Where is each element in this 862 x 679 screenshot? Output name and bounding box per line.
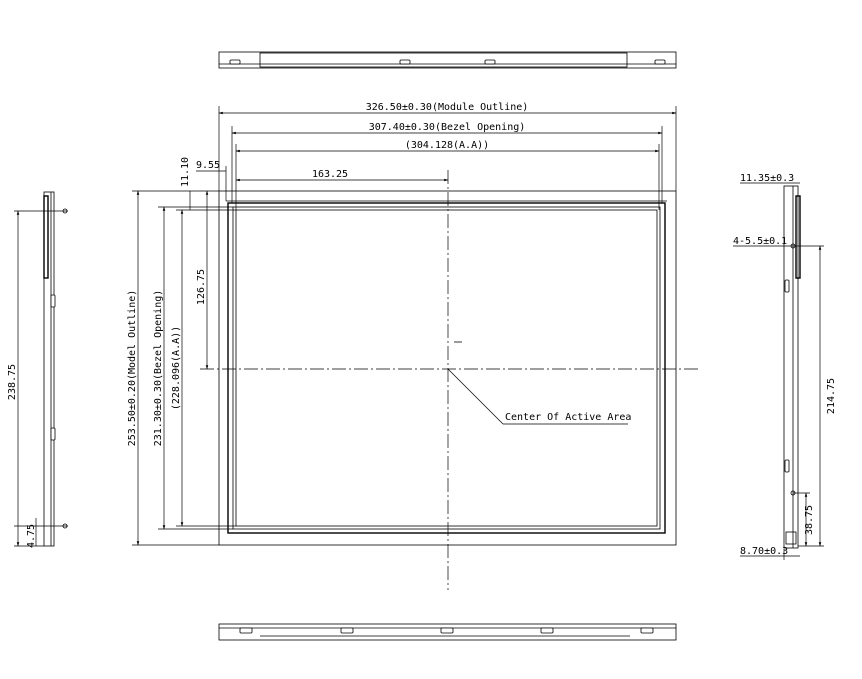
module-width-label: 326.50±0.30(Module Outline) [365, 102, 529, 113]
top-edge-view [219, 52, 676, 68]
front-view [200, 170, 700, 590]
right-top-label: 11.35±0.3 [740, 173, 795, 184]
module-height-label: 253.50±0.20(Model Outline) [127, 289, 138, 447]
bottom-edge-view [219, 624, 676, 640]
offset-x-label: 9.55 [196, 160, 221, 171]
center-label: Center Of Active Area [505, 412, 632, 423]
left-side-view [14, 192, 68, 549]
left-height-label: 238.75 [7, 363, 18, 401]
right-hole-label: 4-5.5±0.1 [733, 236, 788, 247]
aa-width-label: (304.128(A.A)) [404, 140, 490, 151]
aa-height-label: (228.096(A.A)) [171, 325, 182, 411]
bezel-height-label: 231.30±0.30(Bezel Opening) [153, 289, 164, 447]
left-bottom-label: 4.75 [26, 523, 37, 549]
right-low-label: 38.75 [804, 504, 815, 536]
center-y-label: 126.75 [196, 268, 207, 306]
right-span-label: 214.75 [826, 377, 837, 415]
center-x-label: 163.25 [311, 169, 349, 180]
offset-y-label: 11.10 [180, 156, 191, 188]
bezel-width-label: 307.40±0.30(Bezel Opening) [368, 122, 526, 133]
vertical-dimensions [132, 191, 236, 545]
right-bottom-label: 8.70±0.3 [740, 546, 789, 557]
